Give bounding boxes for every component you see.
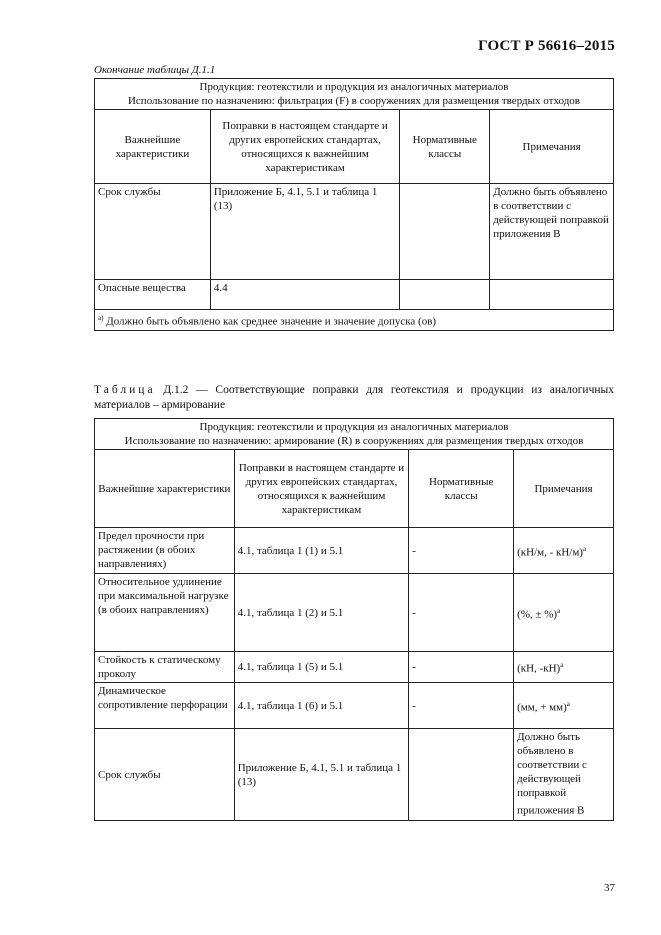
table1-use-line: Использование по назначению: фильтрация (F) в сооружениях для размещения твердых отходов <box>127 95 580 107</box>
table2-col-header: Примечания <box>514 450 614 528</box>
table2-cell: - <box>409 574 514 652</box>
table2-cell <box>409 729 514 821</box>
table2-cell: 4.1, таблица 1 (2) и 5.1 <box>234 574 409 652</box>
table2-cell: - <box>409 652 514 683</box>
table-row <box>95 574 614 652</box>
table2-cell: 4.1, таблица 1 (6) и 5.1 <box>234 683 409 729</box>
table2-title-text: Д.1.2 — Соответствующие поправки для геотекстиля и продукции из аналогичных материалов – армирование <box>94 384 614 411</box>
table2 <box>94 418 614 821</box>
table1-footnote <box>95 310 614 331</box>
table1-product-line: Продукция: геотекстили и продукция из аналогичных материалов <box>199 81 509 93</box>
footnote-mark: a) <box>98 314 104 322</box>
note-text: (%, ± %) <box>517 608 558 621</box>
table-row <box>95 729 614 821</box>
document-code: ГОСТ Р 56616–2015 <box>478 38 615 54</box>
table1-cell: Должно быть объявлено в соответствии с действующей поправкой приложения В <box>490 184 614 280</box>
table1-cell: Опасные вещества <box>95 280 211 310</box>
table2-cell: Динамическое сопротивление перфорации <box>95 683 235 729</box>
table1-col-header: Примечания <box>490 110 614 184</box>
table2-cell: Относительное удлинение при максимальной нагрузке (в обоих направлениях) <box>95 574 235 652</box>
table1-col-header: Нормативные классы <box>400 110 490 184</box>
table2-title <box>94 383 614 413</box>
table1-cell: Срок службы <box>95 184 211 280</box>
table2-product-line: Продукция: геотекстили и продукция из аналогичных материалов <box>199 421 509 433</box>
table2-col-header: Нормативные классы <box>409 450 514 528</box>
note-sup: a <box>566 699 570 708</box>
table-row <box>95 280 614 310</box>
footnote-text: Должно быть объявлено как среднее значение и значение допуска (ов) <box>106 315 437 328</box>
table2-title-label: Таблица <box>94 384 156 396</box>
table2-col-header: Важнейшие характеристики <box>95 450 235 528</box>
table1-cell: 4.4 <box>210 280 400 310</box>
table2-cell: 4.1, таблица 1 (1) и 5.1 <box>234 528 409 574</box>
table1-header-row <box>95 110 614 184</box>
table2-cell: - <box>409 683 514 729</box>
note-text: Должно быть объявлено в соответствии с действующей поправкой приложения В <box>517 731 587 817</box>
table2-cell <box>514 652 614 683</box>
table1-cell <box>490 280 614 310</box>
table1-scope-cell <box>95 79 614 110</box>
table2-cell: Приложение Б, 4.1, 5.1 и таблица 1 (13) <box>234 729 409 821</box>
note-sup: a <box>560 661 564 670</box>
table-row <box>95 528 614 574</box>
table2-cell: 4.1, таблица 1 (5) и 5.1 <box>234 652 409 683</box>
note-text: (мм, + мм) <box>517 701 567 714</box>
table1-caption: Окончание таблицы Д.1.1 <box>94 64 216 76</box>
note-sup: a <box>557 606 561 615</box>
table2-col-header: Поправки в настоящем стандарте и других европейских стандартах, относящихся к важнейшим характеристикам <box>234 450 409 528</box>
note-sup: a <box>582 544 587 553</box>
table2-cell: Стойкость к статическому проколу <box>95 652 235 683</box>
table2-cell: Срок службы <box>95 729 235 821</box>
table1-col-header: Важнейшие характеристики <box>95 110 211 184</box>
table2-cell: Предел прочности при растяжении (в обоих направлениях) <box>95 528 235 574</box>
table1-footnote-row <box>95 310 614 331</box>
note-text: (кН, -кН) <box>517 662 561 675</box>
table1-scope-row <box>95 79 614 110</box>
table1-cell <box>400 280 490 310</box>
table2-header-row <box>95 450 614 528</box>
table2-cell <box>514 729 614 821</box>
table2-cell <box>514 683 614 729</box>
table-row <box>95 184 614 280</box>
table1-col-header: Поправки в настоящем стандарте и других европейских стандартах, относящихся к важнейшим характеристикам <box>210 110 400 184</box>
page-number: 37 <box>604 882 615 894</box>
table2-cell <box>514 574 614 652</box>
note-text: (кН/м, - кН/м) <box>517 546 583 559</box>
table-row <box>95 683 614 729</box>
table1-cell: Приложение Б, 4.1, 5.1 и таблица 1 (13) <box>210 184 400 280</box>
table1-cell <box>400 184 490 280</box>
table2-use-line: Использование по назначению: армирование (R) в сооружениях для размещения твердых отходов <box>124 435 584 447</box>
table2-cell <box>514 528 614 574</box>
table2-scope-row <box>95 419 614 450</box>
table2-cell: - <box>409 528 514 574</box>
table2-scope-cell <box>95 419 614 450</box>
table-row <box>95 652 614 683</box>
table1 <box>94 78 614 331</box>
